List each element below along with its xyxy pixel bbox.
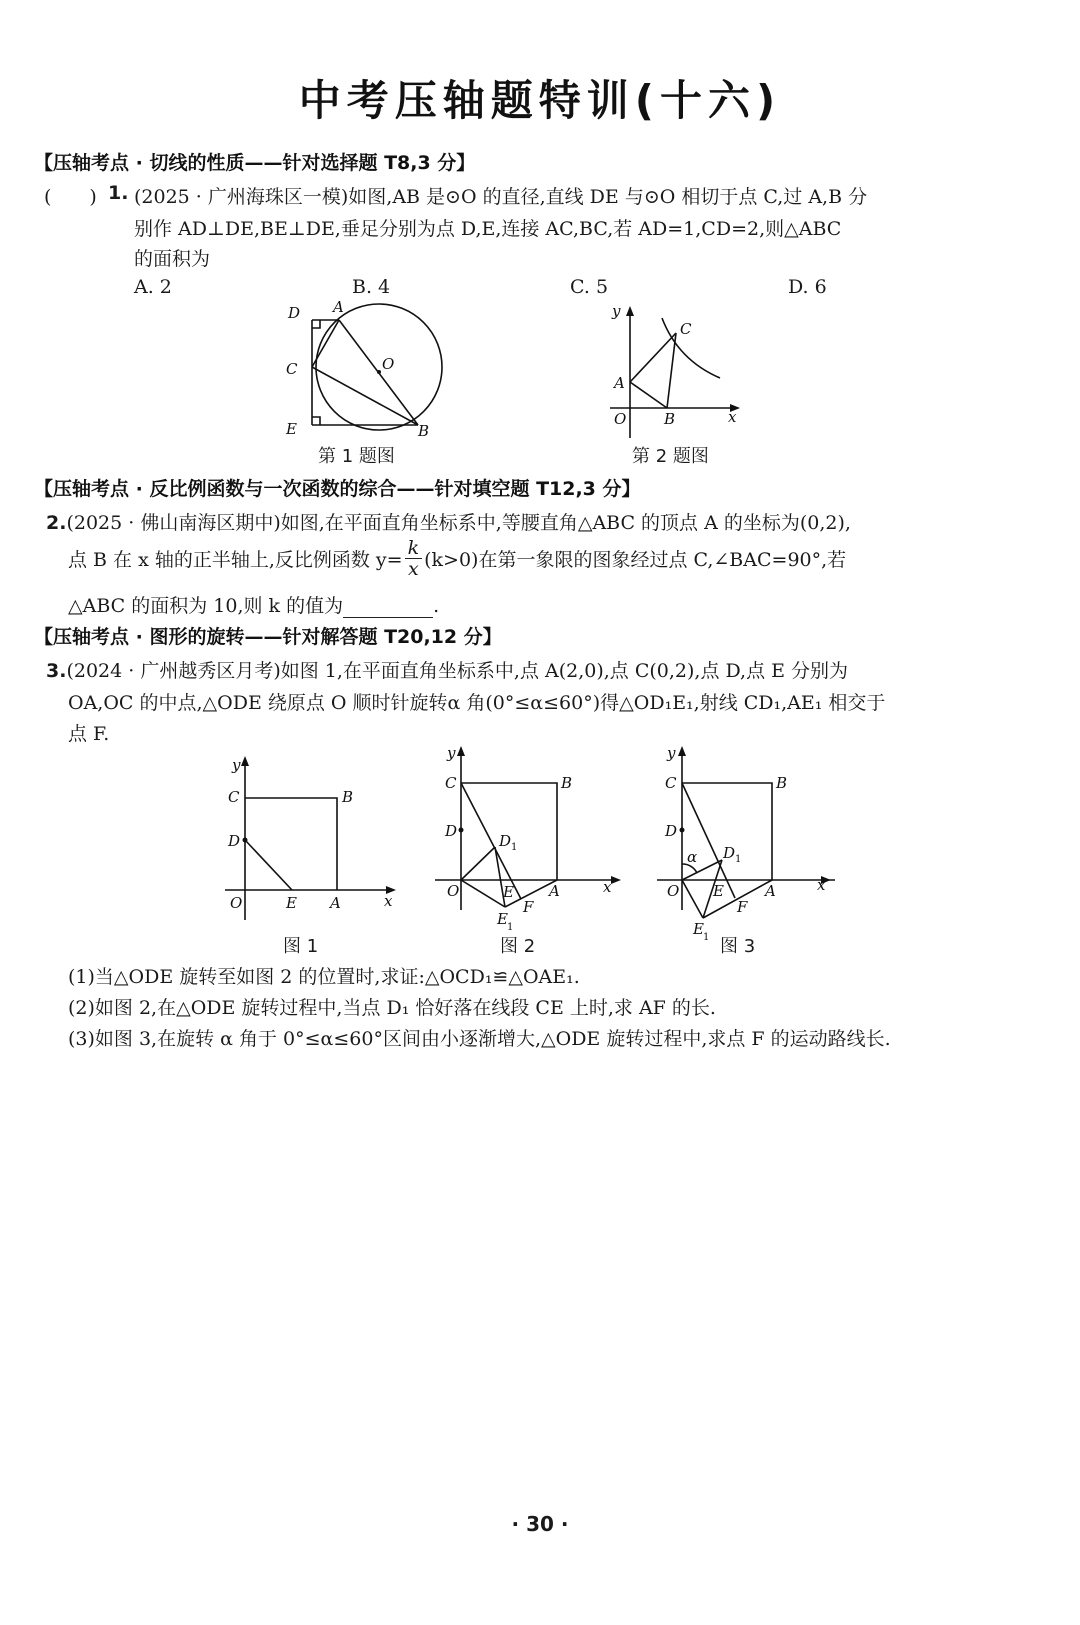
q2-line3-text: △ABC 的面积为 10,则 k 的值为 bbox=[68, 595, 344, 617]
fig3-label-alpha: α bbox=[687, 848, 698, 866]
fig2-label-e1: E bbox=[497, 910, 508, 928]
q1-text-line3: 的面积为 bbox=[134, 248, 211, 270]
q3-subquestion-3: (3)如图 3,在旋转 α 角于 0°≤α≤60°区间由小逐渐增大,△ODE 旋转过程中,求点 F 的运动路线长. bbox=[68, 1028, 891, 1050]
q3-number: 3. bbox=[46, 660, 67, 682]
fig3-label-e1: E bbox=[693, 920, 704, 938]
fig2-label-f: F bbox=[523, 898, 534, 916]
fig2-label-a: A bbox=[549, 882, 560, 900]
q1-label-b: B bbox=[418, 422, 430, 440]
q3-figure-2 bbox=[425, 740, 625, 940]
q1-answer-bracket[interactable]: ( ) bbox=[44, 186, 97, 208]
q1-label-e: E bbox=[286, 420, 297, 438]
fig1-label-c: C bbox=[228, 788, 240, 806]
q3-text-line2: OA,OC 的中点,△ODE 绕原点 O 顺时针旋转α 角(0°≤α≤60°)得△OD₁E₁,射线 CD₁,AE₁ 相交于 bbox=[68, 692, 886, 714]
section-header-tangent: 【压轴考点 · 切线的性质——针对选择题 T8,3 分】 bbox=[34, 152, 476, 174]
fig2-label-e: E bbox=[503, 883, 514, 901]
q3-line1-text: (2024 · 广州越秀区月考)如图 1,在平面直角坐标系中,点 A(2,0),点 C(0,2),点 D,点 E 分别为 bbox=[66, 660, 849, 682]
q3-figure-1 bbox=[210, 750, 410, 920]
q1-label-c: C bbox=[286, 360, 298, 378]
q2-label-o: O bbox=[614, 410, 627, 428]
q1-figure bbox=[270, 296, 470, 446]
q2-text-line1 bbox=[46, 508, 851, 535]
q1-number-label: 1. bbox=[108, 182, 129, 204]
fig1-label-a: A bbox=[330, 894, 341, 912]
fig3-label-d1-sub: 1 bbox=[735, 854, 742, 865]
q2-line2-pre: 点 B 在 x 轴的正半轴上,反比例函数 y= bbox=[68, 549, 403, 571]
q2-label-b: B bbox=[664, 410, 676, 428]
fig2-label-o: O bbox=[447, 882, 460, 900]
q2-line1-text: (2025 · 佛山南海区期中)如图,在平面直角坐标系中,等腰直角△ABC 的顶点 A 的坐标为(0,2), bbox=[66, 512, 851, 534]
fig1-label-d: D bbox=[228, 832, 241, 850]
q2-answer-blank[interactable] bbox=[343, 599, 433, 618]
fig1-label-e: E bbox=[286, 894, 297, 912]
q1-text-line2: 别作 AD⊥DE,BE⊥DE,垂足分别为点 D,E,连接 AC,BC,若 AD=1,CD=2,则△ABC bbox=[134, 218, 842, 240]
fig2-label-d: D bbox=[445, 822, 458, 840]
fig1-label-x: x bbox=[384, 892, 393, 910]
fig3-label-b: B bbox=[776, 774, 788, 792]
q2-number: 2. bbox=[46, 512, 67, 534]
fig2-label-d1: D bbox=[499, 832, 512, 850]
q2-text-line3 bbox=[68, 591, 439, 618]
fig2-label-d1-sub: 1 bbox=[511, 842, 518, 853]
q2-label-a: A bbox=[614, 374, 625, 392]
q1-figure-caption: 第 1 题图 bbox=[318, 446, 395, 467]
q2-figure-caption: 第 2 题图 bbox=[632, 446, 709, 467]
q3-figure-3 bbox=[645, 740, 845, 940]
q1-choice-d[interactable]: D. 6 bbox=[788, 276, 827, 298]
q2-frac-num: k bbox=[405, 538, 423, 559]
q3-figure-2-caption: 图 2 bbox=[500, 936, 536, 957]
q1-choice-c[interactable]: C. 5 bbox=[570, 276, 609, 298]
q1-number bbox=[108, 182, 128, 204]
fig3-label-e1-sub: 1 bbox=[703, 932, 710, 940]
fig2-label-b: B bbox=[561, 774, 573, 792]
q2-figure bbox=[600, 300, 750, 440]
fig3-label-e: E bbox=[713, 882, 724, 900]
fig3-label-a: A bbox=[765, 882, 776, 900]
q2-fraction bbox=[405, 538, 423, 579]
q1-text-line1: (2025 · 广州海珠区一模)如图,AB 是⊙O 的直径,直线 DE 与⊙O 相切于点 C,过 A,B 分 bbox=[134, 186, 868, 208]
q1-label-a: A bbox=[333, 298, 344, 316]
q3-text-line3: 点 F. bbox=[68, 723, 110, 745]
fig1-label-b: B bbox=[342, 788, 354, 806]
q2-frac-den: x bbox=[407, 558, 419, 580]
q2-label-x: x bbox=[728, 408, 737, 426]
fig2-label-c: C bbox=[445, 774, 457, 792]
fig3-label-f: F bbox=[737, 898, 748, 916]
fig3-label-x: x bbox=[817, 876, 826, 894]
q1-label-o: O bbox=[382, 355, 395, 373]
fig2-label-y: y bbox=[447, 744, 456, 762]
q2-label-c: C bbox=[680, 320, 692, 338]
q2-line3-end: . bbox=[433, 595, 440, 617]
fig1-label-y: y bbox=[232, 756, 241, 774]
fig3-label-o: O bbox=[667, 882, 680, 900]
fig1-label-o: O bbox=[230, 894, 243, 912]
q3-subquestion-1: (1)当△ODE 旋转至如图 2 的位置时,求证:△OCD₁≌△OAE₁. bbox=[68, 966, 580, 988]
page-number: · 30 · bbox=[511, 1512, 569, 1536]
section-header-inverse-proportion: 【压轴考点 · 反比例函数与一次函数的综合——针对填空题 T12,3 分】 bbox=[34, 478, 641, 500]
fig3-label-d: D bbox=[665, 822, 678, 840]
fig3-label-y: y bbox=[667, 744, 676, 762]
q3-text-line1 bbox=[46, 656, 848, 683]
q1-choice-a[interactable]: A. 2 bbox=[134, 276, 172, 298]
page-title: 中考压轴题特训(十六) bbox=[298, 76, 782, 125]
section-header-rotation: 【压轴考点 · 图形的旋转——针对解答题 T20,12 分】 bbox=[34, 626, 502, 648]
fig2-label-e1-sub: 1 bbox=[507, 922, 514, 933]
q2-label-y: y bbox=[612, 302, 621, 320]
fig3-label-d1: D bbox=[723, 844, 736, 862]
q1-label-d: D bbox=[288, 304, 301, 322]
q3-figure-3-caption: 图 3 bbox=[720, 936, 756, 957]
fig3-label-c: C bbox=[665, 774, 677, 792]
fig2-label-x: x bbox=[603, 878, 612, 896]
q2-text-line2 bbox=[68, 538, 846, 579]
q1-choice-b[interactable]: B. 4 bbox=[352, 276, 391, 298]
q3-figure-1-caption: 图 1 bbox=[283, 936, 319, 957]
q3-subquestion-2: (2)如图 2,在△ODE 旋转过程中,当点 D₁ 恰好落在线段 CE 上时,求 AF 的长. bbox=[68, 997, 716, 1019]
q2-line2-post: (k>0)在第一象限的图象经过点 C,∠BAC=90°,若 bbox=[424, 549, 847, 571]
